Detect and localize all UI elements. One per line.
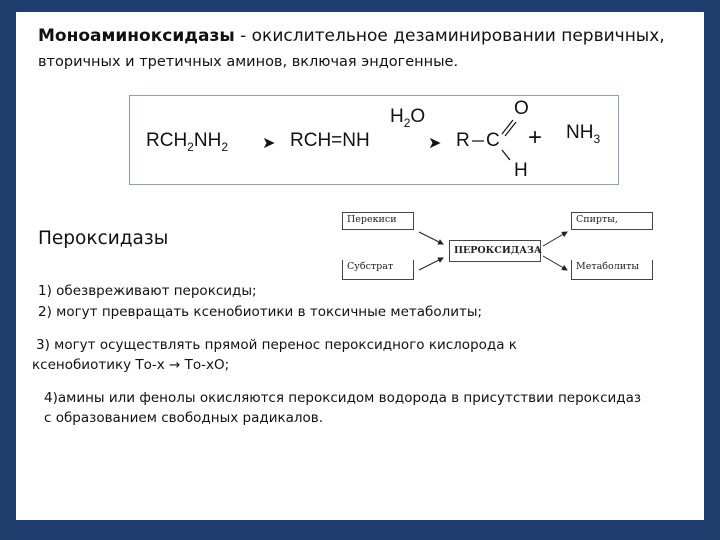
plus-sign: + [528,124,543,151]
ammonia: $NH_3$ [566,122,601,146]
box-substrate: Субстрат [342,260,414,280]
product-r: R [456,130,470,151]
box-peroxidase: ПЕРОКСИДАЗА [449,240,541,262]
heading-rest: - окислительное дезаминировании первичных, [234,26,665,46]
diagram-arrows-icon [331,200,669,294]
list-item: ксенобиотику То-х → То-хО; [32,357,230,373]
heading-bold: Моноаминоксидазы [38,26,235,46]
reactant: $RCH_2NH_2$ [146,130,228,154]
list-item: 4)амины или фенолы окисляются пероксидом водорода в присутствии пероксидаз [44,390,642,406]
box-alcohols: Спирты, [571,212,653,230]
product-o: O [514,98,529,119]
arrow-2-icon: ➤ [428,133,442,152]
list-item: 1) обезвреживают пероксиды; [38,283,257,299]
water: $H_2O$ [390,106,426,130]
product-c: C [486,130,500,151]
heading-line2: вторичных и третичных аминов, включая эндогенные. [38,54,459,70]
list-item: 2) могут превращать ксенобиотики в токсичные метаболиты; [38,304,483,320]
reaction-box [129,95,619,185]
list-item: с образованием свободных радикалов. [44,410,324,426]
slide [16,12,704,520]
box-metabolites: Метаболиты [571,260,653,280]
peroxidase-diagram [331,200,669,294]
heading-line1 [38,26,665,46]
list-item: 3) могут осуществлять прямой перенос пероксидного кислорода к [36,337,517,353]
peroxidases-title: Пероксидазы [38,228,169,249]
intermediate: RCH=NH [290,130,370,151]
box-peroxides: Перекиси [342,212,414,230]
arrow-1-icon: ➤ [262,133,276,152]
product-h: H [514,160,528,181]
